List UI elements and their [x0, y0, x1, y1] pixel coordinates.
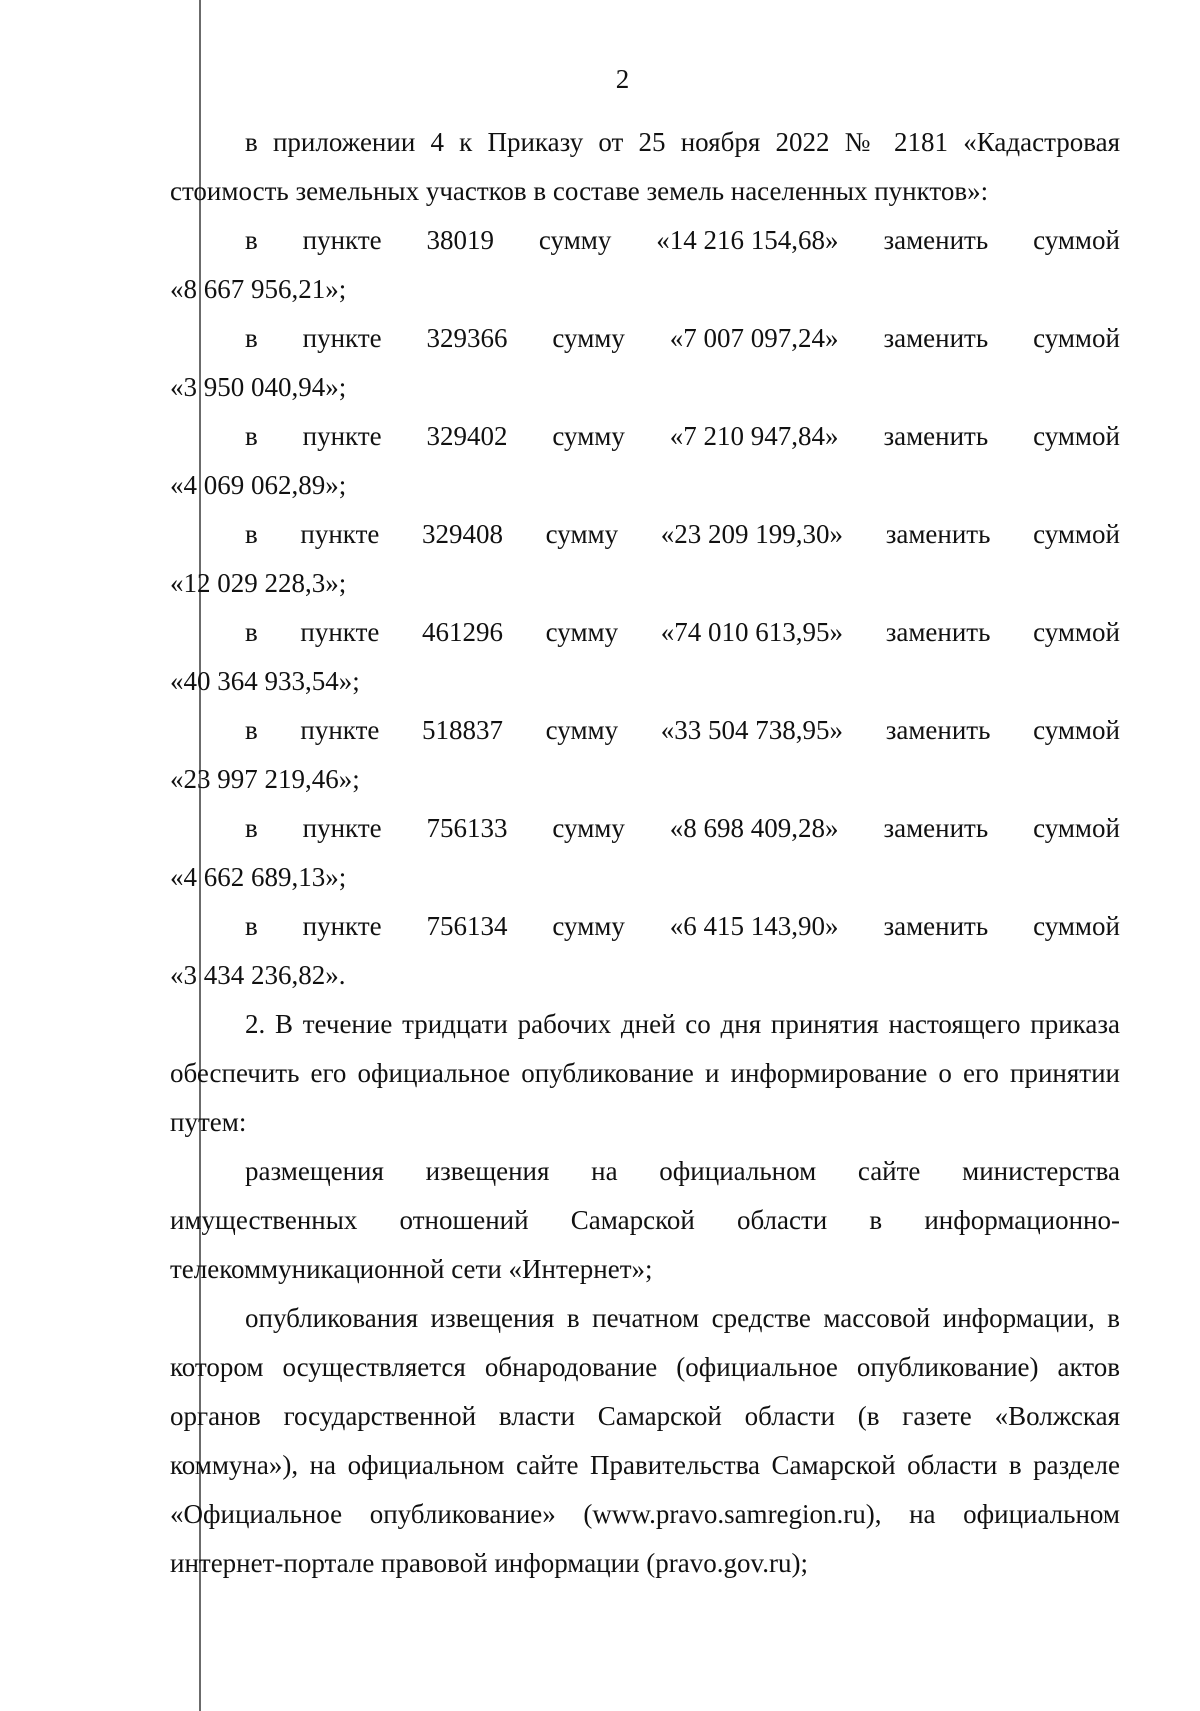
word-point: пункте [302, 225, 382, 255]
amendment-item [170, 510, 1120, 608]
word-with-sum: суммой [1033, 519, 1120, 549]
word-replace: заменить [885, 715, 991, 745]
word-sum: сумму [552, 421, 625, 451]
word-in: в [245, 617, 258, 647]
point-number: 461296 [422, 617, 504, 647]
word-in: в [245, 911, 258, 941]
amendment-item [170, 804, 1120, 902]
amendment-list [170, 216, 1120, 1000]
amendment-line [170, 510, 1120, 559]
word-with-sum: суммой [1033, 715, 1120, 745]
paragraph-website-notice: размещения извещения на официальном сайте министерства имущественных отношений Самарской области в информационно-телекоммуникационной сети «Интернет»; [170, 1156, 1120, 1284]
point-number: 329366 [426, 323, 508, 353]
intro-paragraph: в приложении 4 к Приказу от 25 ноября 2022 № 2181 «Кадастровая стоимость земельных участков в составе земель населенных пунктов»: [170, 127, 1120, 206]
new-sum: «8 667 956,21»; [170, 274, 347, 304]
word-replace: заменить [883, 813, 989, 843]
word-in: в [245, 323, 258, 353]
paragraph-publication-order: 2. В течение тридцати рабочих дней со дня принятия настоящего приказа обеспечить его официальное опубликование и информирование о его принятии путем: [170, 1009, 1120, 1137]
word-replace: заменить [885, 617, 991, 647]
amendment-line [170, 412, 1120, 461]
amendment-item [170, 314, 1120, 412]
word-sum: сумму [538, 225, 612, 255]
amendment-item [170, 706, 1120, 804]
amendment-line [170, 706, 1120, 755]
point-number: 756134 [426, 911, 508, 941]
amendment-line [170, 216, 1120, 265]
point-number: 518837 [422, 715, 504, 745]
amendment-item [170, 216, 1120, 314]
old-sum: «8 698 409,28» [669, 813, 839, 843]
new-sum: «4 662 689,13»; [170, 862, 347, 892]
word-in: в [245, 421, 258, 451]
new-sum: «3 950 040,94»; [170, 372, 347, 402]
word-point: пункте [302, 813, 382, 843]
word-in: в [245, 519, 258, 549]
paragraph-print-publication: опубликования извещения в печатном средстве массовой информации, в котором осуществляется обнародование (официальное опубликование) актов органов государственной власти Самарской области (в газете «Волжская коммуна»), на официальном сайте Правительства Самарской области в разделе «Официальное опубликование» (www.pravo.samregion.ru), на официальном интернет-портале правовой информации (pravo.gov.ru); [170, 1303, 1120, 1578]
amendment-line [170, 608, 1120, 657]
old-sum: «6 415 143,90» [669, 911, 839, 941]
new-sum: «4 069 062,89»; [170, 470, 347, 500]
word-with-sum: суммой [1033, 421, 1120, 451]
word-with-sum: суммой [1033, 225, 1120, 255]
point-number: 38019 [426, 225, 495, 255]
amendment-item [170, 412, 1120, 510]
old-sum: «7 210 947,84» [669, 421, 839, 451]
new-sum: «23 997 219,46»; [170, 764, 360, 794]
point-number: 329408 [422, 519, 504, 549]
amendment-item [170, 608, 1120, 706]
word-with-sum: суммой [1033, 617, 1120, 647]
word-replace: заменить [883, 323, 989, 353]
old-sum: «23 209 199,30» [660, 519, 844, 549]
word-sum: сумму [545, 617, 619, 647]
amendment-item [170, 902, 1120, 1000]
point-number: 329402 [426, 421, 508, 451]
word-point: пункте [302, 911, 382, 941]
word-with-sum: суммой [1033, 323, 1120, 353]
word-replace: заменить [883, 911, 989, 941]
word-point: пункте [302, 323, 382, 353]
word-sum: сумму [552, 911, 625, 941]
word-sum: сумму [552, 813, 625, 843]
document-body [170, 118, 1120, 1588]
word-point: пункте [300, 519, 380, 549]
word-with-sum: суммой [1033, 911, 1120, 941]
word-point: пункте [300, 715, 380, 745]
word-with-sum: суммой [1033, 813, 1120, 843]
amendment-line [170, 804, 1120, 853]
amendment-line [170, 314, 1120, 363]
old-sum: «14 216 154,68» [656, 225, 839, 255]
word-replace: заменить [883, 421, 989, 451]
word-sum: сумму [552, 323, 625, 353]
word-sum: сумму [545, 715, 619, 745]
new-sum: «40 364 933,54»; [170, 666, 360, 696]
word-replace: заменить [885, 519, 991, 549]
word-sum: сумму [545, 519, 619, 549]
word-in: в [245, 715, 258, 745]
word-point: пункте [300, 617, 380, 647]
word-in: в [245, 225, 258, 255]
old-sum: «7 007 097,24» [669, 323, 839, 353]
old-sum: «74 010 613,95» [660, 617, 844, 647]
old-sum: «33 504 738,95» [660, 715, 844, 745]
word-in: в [245, 813, 258, 843]
word-point: пункте [302, 421, 382, 451]
new-sum: «3 434 236,82». [170, 960, 346, 990]
point-number: 756133 [426, 813, 508, 843]
new-sum: «12 029 228,3»; [170, 568, 347, 598]
word-replace: заменить [883, 225, 989, 255]
page-number: 2 [615, 64, 630, 94]
amendment-line [170, 902, 1120, 951]
